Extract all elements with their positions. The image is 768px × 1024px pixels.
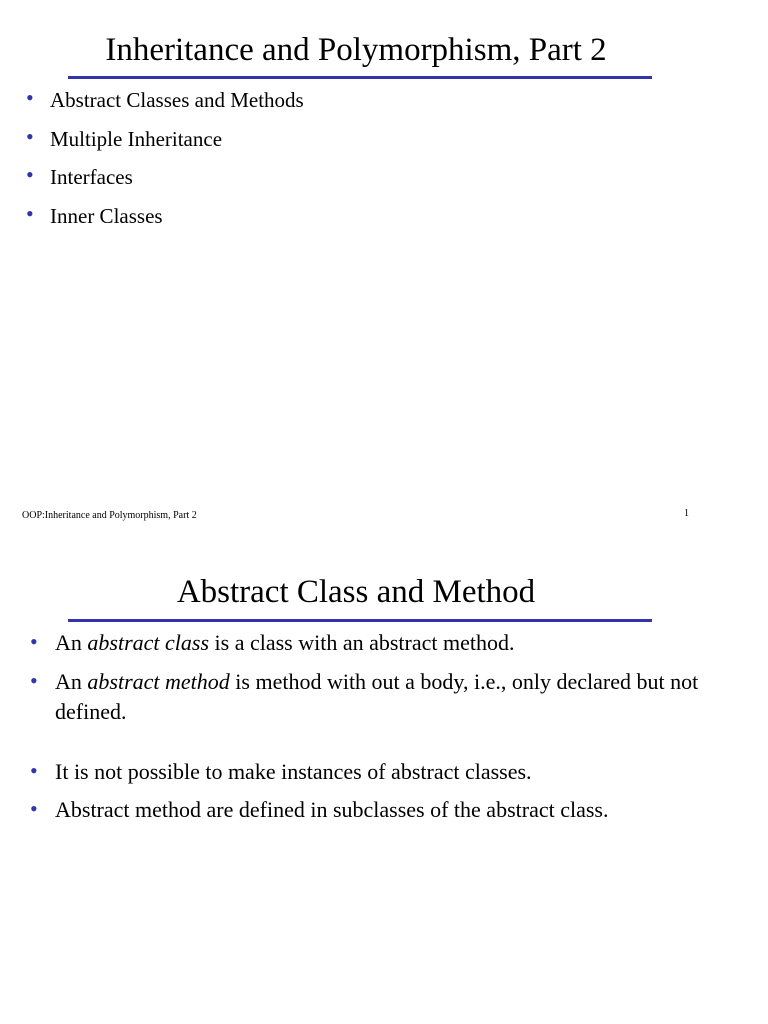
list-item (30, 667, 710, 727)
bullet-text: It is not possible to make instances of abstract classes. (55, 758, 532, 784)
list-item (30, 757, 710, 787)
list-item (30, 795, 710, 825)
slide-footer: OOP:Inheritance and Polymorphism, Part 2 (22, 510, 197, 521)
bullet-icon: • (26, 200, 34, 226)
bullet-icon: • (30, 757, 38, 783)
bullet-text: Multiple Inheritance (50, 126, 223, 151)
bullet-text-prefix: An (55, 630, 88, 655)
page-number: 1 (684, 508, 689, 519)
bullet-icon: • (26, 123, 34, 149)
bullet-text-suffix: is a class with an abstract method. (209, 630, 515, 655)
bullet-text: Abstract method are defined in subclasses of the abstract class. (55, 797, 609, 822)
list-item (26, 202, 304, 241)
bullet-text-suffix: is method with out a body, i.e., only declared but not defined. (55, 668, 699, 724)
bullet-text: Abstract Classes and Methods (50, 88, 304, 112)
bullet-text: Interfaces (50, 165, 133, 189)
topic-list (26, 86, 304, 240)
slide-2 (0, 540, 768, 1024)
list-item (30, 628, 710, 658)
bullet-text: Inner Classes (50, 203, 163, 228)
list-item (26, 125, 304, 164)
title-underline (68, 76, 652, 79)
slide-2-title: Abstract Class and Method (176, 574, 536, 610)
term-abstract-class: abstract class (87, 630, 210, 655)
list-item (26, 86, 304, 125)
bullet-icon: • (30, 629, 38, 654)
title-underline (68, 619, 652, 622)
bullet-text-prefix: An (55, 668, 88, 694)
bullet-icon: • (26, 162, 34, 187)
bullet-icon: • (26, 85, 34, 110)
bullet-icon: • (30, 667, 38, 693)
slide-1-title: Inheritance and Polymorphism, Part 2 (105, 32, 607, 68)
term-abstract-method: abstract method (87, 668, 230, 694)
list-item (26, 163, 304, 202)
definition-list (30, 628, 710, 834)
bullet-icon: • (30, 796, 38, 821)
